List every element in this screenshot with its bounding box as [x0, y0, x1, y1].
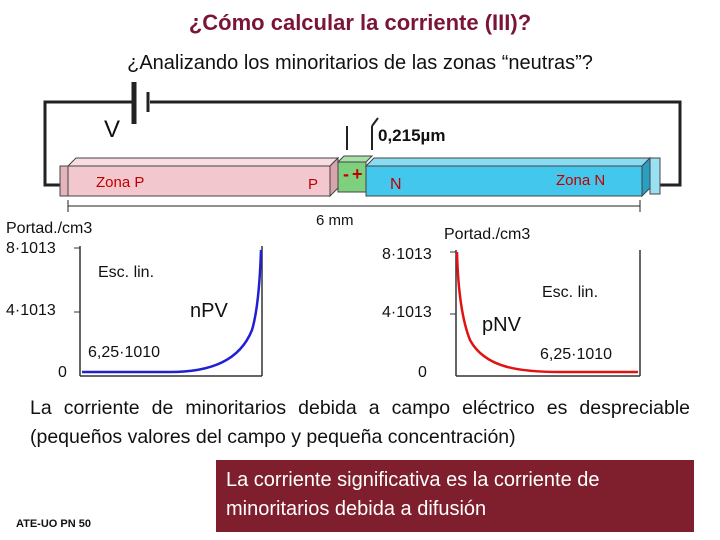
- left-scale-annotation: Esc. lin.: [98, 264, 155, 281]
- page-subtitle: ¿Analizando los minoritarios de las zonas “neutras”?: [127, 52, 593, 74]
- n-letter: N: [390, 176, 402, 193]
- right-unit-label: Portad./cm3: [444, 226, 531, 243]
- explanation-paragraph: La corriente de minoritarios debida a campo eléctrico es despreciable (pequeños valores del campo y pequeña concentración): [30, 397, 690, 448]
- voltage-label: V: [104, 116, 121, 143]
- right-eq-value: 6,25·1010: [540, 346, 613, 363]
- zone-p-label: Zona P: [96, 174, 145, 191]
- right-zero-tick: 0: [418, 364, 427, 381]
- left-curve-label: nPV: [190, 300, 228, 322]
- right-mid-tick: 4·1013: [382, 304, 432, 321]
- left-zero-tick: 0: [58, 364, 67, 381]
- zone-n-block: [366, 158, 660, 196]
- minus-sign: -: [343, 164, 349, 184]
- footer-label: ATE-UO PN 50: [16, 518, 91, 530]
- right-top-tick: 8·1013: [382, 246, 432, 263]
- zone-n-label: Zona N: [556, 172, 606, 189]
- left-mid-tick: 4·1013: [6, 302, 56, 319]
- battery-icon: [134, 82, 148, 124]
- right-scale-annotation: Esc. lin.: [542, 284, 599, 301]
- length-label: 6 mm: [316, 212, 354, 229]
- page-title: ¿Cómo calcular la corriente (III)?: [188, 10, 532, 35]
- width-marker: [347, 118, 378, 150]
- plus-sign: +: [352, 164, 363, 184]
- width-label: 0,215µm: [378, 126, 446, 145]
- highlight-box: La corriente significativa es la corriente de minoritarios debida a difusión: [216, 460, 694, 532]
- right-curve-label: pNV: [482, 314, 521, 336]
- left-top-tick: 8·1013: [6, 240, 56, 257]
- left-unit-label: Portad./cm3: [6, 220, 93, 237]
- p-letter: P: [308, 176, 319, 193]
- length-dimension: [68, 200, 640, 212]
- left-eq-value: 6,25·1010: [88, 344, 161, 361]
